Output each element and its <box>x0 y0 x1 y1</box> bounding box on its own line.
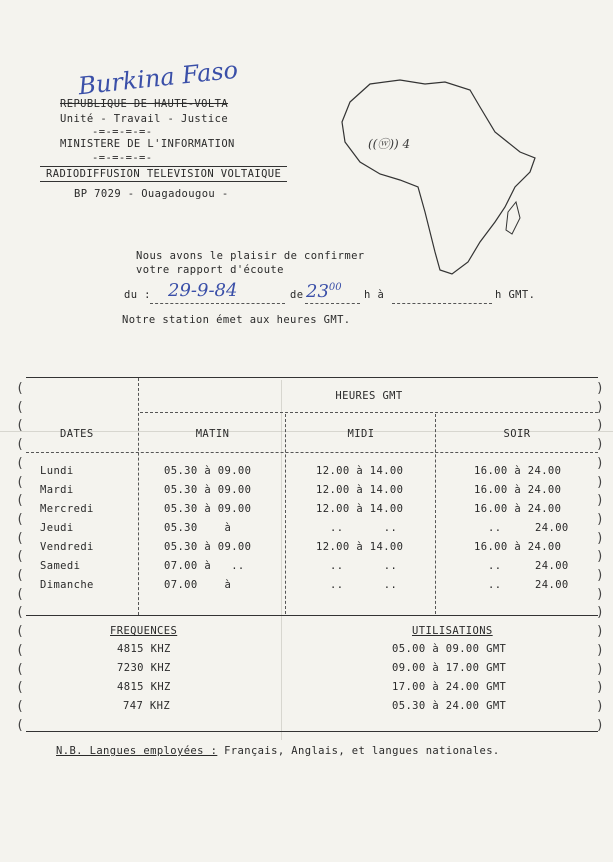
republic-line: REPUBLIQUE DE HAUTE-VOLTA <box>60 98 229 110</box>
africa-map-icon <box>330 62 570 282</box>
day-cell: Jeudi <box>40 522 74 534</box>
table-divider <box>26 615 598 616</box>
heures-gmt-heading: HEURES GMT <box>335 390 403 402</box>
ministry: MINISTERE DE L'INFORMATION <box>60 138 235 150</box>
to-underline <box>392 303 492 304</box>
day-cell: Mercredi <box>40 503 94 515</box>
station-text: RADIODIFFUSION TELEVISION VOLTAIQUE <box>46 168 282 180</box>
matin-cell: 05.30 à 09.00 <box>164 465 252 477</box>
day-cell: Lundi <box>40 465 74 477</box>
frequences-heading: FREQUENCES <box>110 625 178 637</box>
left-brackets: ( ( ( ( ( ( ( ( ( ( ( ( ( ( ( ( ( ( ( <box>16 381 24 733</box>
separator: -=-=-=-=- <box>92 152 153 164</box>
utilisations-heading: UTILISATIONS <box>412 625 493 637</box>
day-cell: Mardi <box>40 484 74 496</box>
freq-cell: 7230 KHZ <box>117 662 171 674</box>
matin-cell: 05.30 à 09.00 <box>164 541 252 553</box>
midi-cell: .. .. <box>330 579 398 591</box>
table-top-border <box>26 377 598 378</box>
day-cell: Vendredi <box>40 541 94 553</box>
midi-cell: 12.00 à 14.00 <box>316 541 404 553</box>
right-brackets: ) ) ) ) ) ) ) ) ) ) ) ) ) ) ) ) ) ) ) <box>596 381 604 733</box>
midi-cell: .. .. <box>330 560 398 572</box>
midi-cell: 12.00 à 14.00 <box>316 465 404 477</box>
day-cell: Dimanche <box>40 579 94 591</box>
handwritten-country: Burkina Faso <box>76 55 240 101</box>
day-cell: Samedi <box>40 560 81 572</box>
matin-cell: 07.00 à <box>164 579 232 591</box>
use-cell: 05.00 à 09.00 GMT <box>392 643 507 655</box>
table-bottom-border <box>26 731 598 732</box>
midi-cell: 12.00 à 14.00 <box>316 484 404 496</box>
de-label: de <box>290 289 304 301</box>
midi-heading: MIDI <box>347 428 375 440</box>
soir-cell: 16.00 à 24.00 <box>474 541 562 553</box>
motto: Unité - Travail - Justice <box>60 113 229 125</box>
freq-cell: 4815 KHZ <box>117 681 171 693</box>
dates-heading: DATES <box>60 428 94 440</box>
soir-cell: .. 24.00 <box>488 522 569 534</box>
hour-sup: 00 <box>328 282 342 293</box>
separator: -=-=-=-=- <box>92 126 153 138</box>
freq-cell: 747 KHZ <box>123 700 171 712</box>
nb-note <box>56 745 500 757</box>
emits-line: Notre station émet aux heures GMT. <box>122 314 351 326</box>
confirm-line-2: votre rapport d'écoute <box>136 264 284 276</box>
midi-cell: .. .. <box>330 522 398 534</box>
nb-text: Français, Anglais, et langues nationales. <box>224 745 500 757</box>
h-gmt-label: h GMT. <box>495 289 536 301</box>
hour-main: 23 <box>306 281 329 302</box>
du-label: du : <box>124 289 151 301</box>
dates-column-divider <box>138 378 139 615</box>
map-handwriting: ((ⓦ)) 4 <box>368 137 411 151</box>
heures-divider <box>140 412 598 413</box>
matin-cell: 05.30 à <box>164 522 232 534</box>
nb-label: N.B. Langues employées : <box>56 745 218 757</box>
hour-value <box>306 281 342 302</box>
matin-heading: MATIN <box>195 428 230 440</box>
freq-cell: 4815 KHZ <box>117 643 171 655</box>
use-cell: 09.00 à 17.00 GMT <box>392 662 507 674</box>
soir-column-divider <box>435 414 436 614</box>
hour-underline <box>305 303 360 304</box>
date-underline <box>150 303 285 304</box>
matin-cell: 05.30 à 09.00 <box>164 503 252 515</box>
use-cell: 17.00 à 24.00 GMT <box>392 681 507 693</box>
address: BP 7029 - Ouagadougou - <box>74 188 229 200</box>
midi-cell: 12.00 à 14.00 <box>316 503 404 515</box>
header-divider <box>26 452 598 453</box>
confirm-line-1: Nous avons le plaisir de confirmer <box>136 250 365 262</box>
date-value: 29-9-84 <box>168 280 238 301</box>
use-cell: 05.30 à 24.00 GMT <box>392 700 507 712</box>
h-a-label: h à <box>364 289 385 301</box>
soir-cell: 16.00 à 24.00 <box>474 465 562 477</box>
matin-cell: 07.00 à .. <box>164 560 245 572</box>
soir-cell: .. 24.00 <box>488 560 569 572</box>
matin-cell: 05.30 à 09.00 <box>164 484 252 496</box>
soir-cell: .. 24.00 <box>488 579 569 591</box>
midi-column-divider <box>285 414 286 614</box>
soir-cell: 16.00 à 24.00 <box>474 503 562 515</box>
soir-cell: 16.00 à 24.00 <box>474 484 562 496</box>
station-name <box>40 166 287 182</box>
soir-heading: SOIR <box>503 428 531 440</box>
